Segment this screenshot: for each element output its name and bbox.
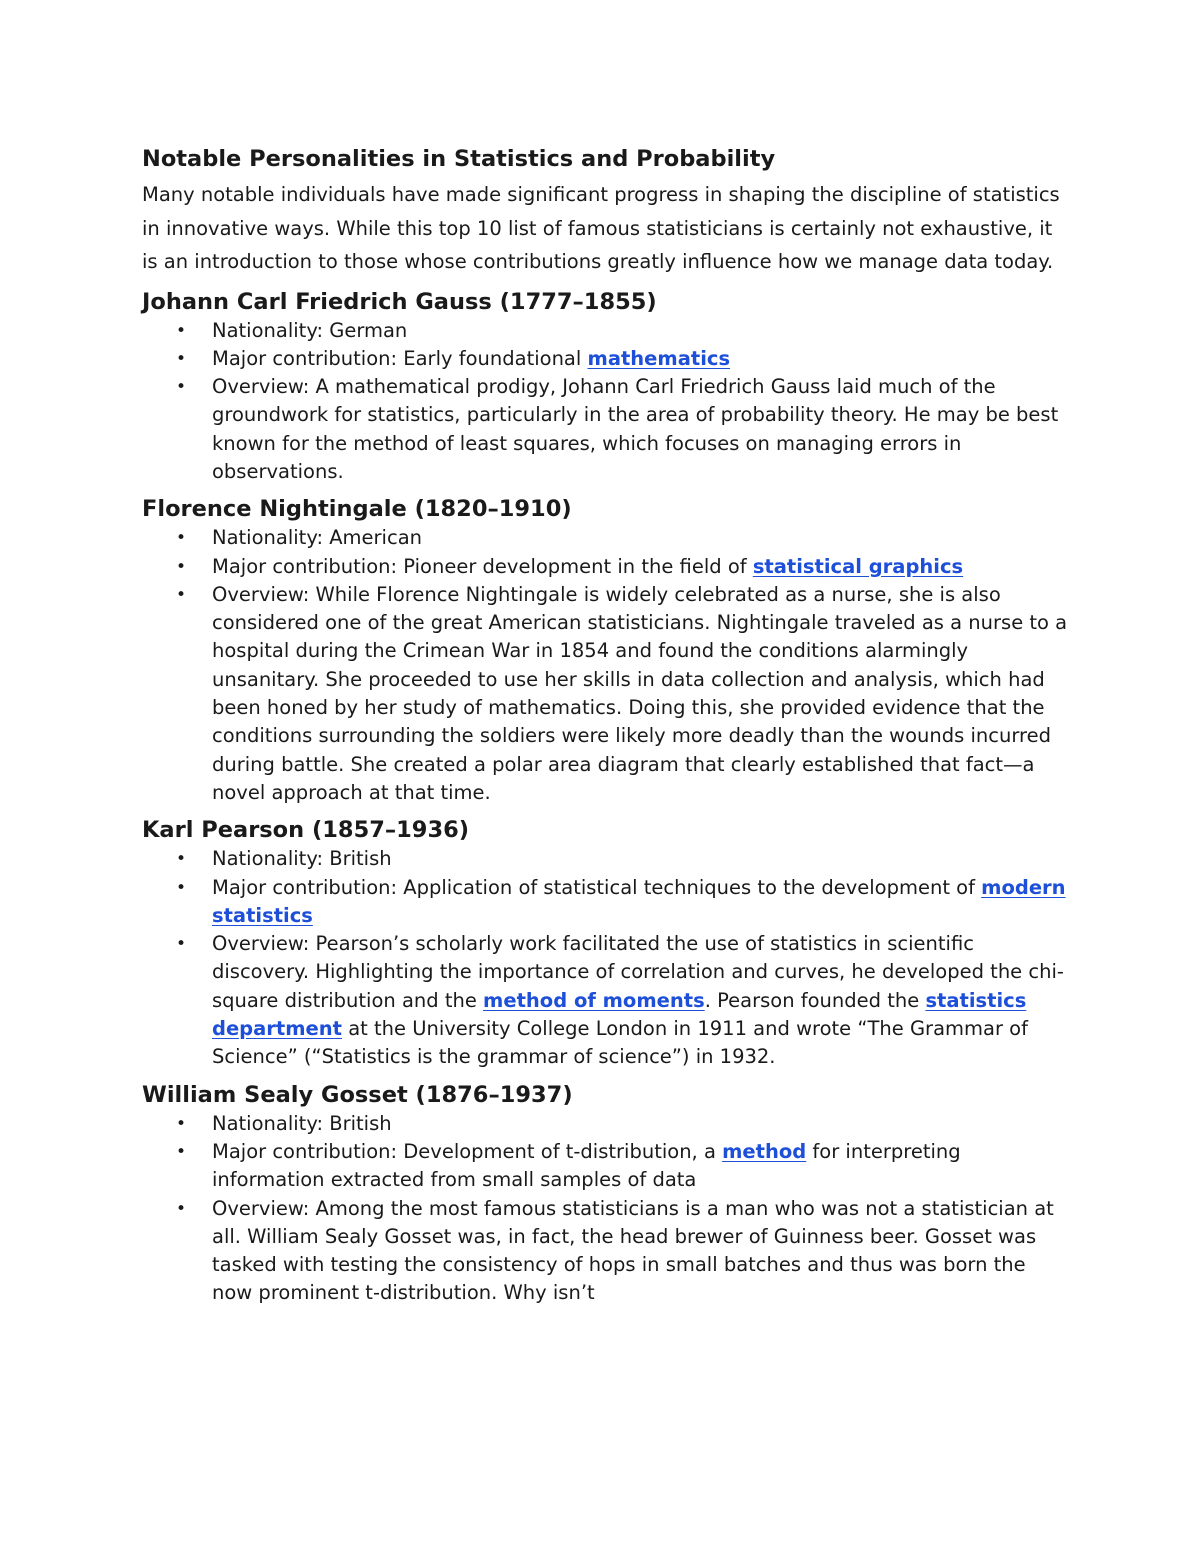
list-item	[176, 553, 1072, 581]
contribution-text: for interpreting information extracted from small samples of data	[212, 1139, 961, 1192]
list-item	[176, 845, 1072, 873]
section-heading-nightingale: Florence Nightingale (1820–1910)	[142, 496, 572, 523]
method-link[interactable]: method	[722, 1139, 807, 1163]
list-item	[176, 1138, 1072, 1195]
contribution-text: Major contribution: Early foundational	[212, 346, 588, 370]
overview-text: . Pearson founded the	[704, 988, 926, 1012]
bullet-icon: •	[176, 556, 187, 577]
overview-text: Overview: A mathematical prodigy, Johann Carl Friedrich Gauss laid much of the groundwork for statistics, particularly in the area of probability theory. He may be best known for the method of least squares, which focuses on managing errors in observations.	[212, 375, 1059, 483]
overview-text: Overview: Pearson’s scholarly work facilitated the use of statistics in scientific discovery. Highlighting the importance of correlation and curves, he developed the chi-square distribution and the	[212, 932, 1064, 1012]
nationality-text: Nationality: German	[212, 318, 408, 342]
nationality-text: Nationality: British	[212, 847, 392, 871]
gosset-facts-list	[142, 1110, 1072, 1308]
list-item	[176, 581, 1072, 807]
section-heading-gauss: Johann Carl Friedrich Gauss (1777–1855)	[142, 288, 657, 315]
bullet-icon: •	[176, 877, 187, 898]
pearson-facts-list	[142, 845, 1072, 1071]
contribution-text: Major contribution: Development of t-distribution, a	[212, 1139, 723, 1163]
contribution-text: Major contribution: Application of statistical techniques to the development of	[212, 875, 982, 899]
document-title: Notable Personalities in Statistics and Probability	[142, 146, 776, 172]
document-page	[142, 142, 1072, 1308]
mathematics-link[interactable]: mathematics	[587, 346, 731, 370]
contribution-text: Major contribution: Pioneer development in the field of	[212, 554, 753, 578]
statistical-graphics-link[interactable]: statistical graphics	[752, 554, 964, 578]
list-item	[176, 874, 1072, 931]
overview-text: at the University College London in 1911 and wrote “The Grammar of Science” (“Statistics is the grammar of science”) in 1932.	[212, 1017, 1028, 1069]
list-item	[176, 1195, 1072, 1308]
list-item	[176, 345, 1072, 373]
overview-text: Overview: While Florence Nightingale is widely celebrated as a nurse, she is also considered one of the great American statisticians. Nightingale traveled as a nurse to a hospital during the Crimean War in 1854 and found the conditions alarmingly unsanitary. She proceeded to use her skills in data collection and analysis, which had been honed by her study of mathematics. Doing this, she provided evidence that the conditions surrounding the soldiers were likely more deadly than the wounds incurred during battle. She created a polar area diagram that clearly established that fact—a novel approach at that time.	[212, 582, 1068, 804]
modern-statistics-link[interactable]: modern statistics	[212, 875, 1066, 927]
statistics-department-link[interactable]: statistics department	[212, 988, 1027, 1041]
list-item	[176, 524, 1072, 552]
list-item	[176, 317, 1072, 345]
list-item	[176, 930, 1072, 1071]
nationality-text: Nationality: British	[212, 1111, 392, 1135]
bullet-icon: •	[176, 1113, 187, 1134]
bullet-icon: •	[176, 320, 187, 341]
bullet-icon: •	[176, 1198, 187, 1219]
list-item	[176, 373, 1072, 486]
method-of-moments-link[interactable]: method of moments	[483, 988, 705, 1012]
overview-text: Overview: Among the most famous statisticians is a man who was not a statistician at all. William Sealy Gosset was, in fact, the head brewer of Guinness beer. Gosset was tasked with testing the consistency of hops in small batches and thus was born the now prominent t-distribution. Why isn’t	[212, 1196, 1054, 1305]
list-item	[176, 1110, 1072, 1138]
bullet-icon: •	[176, 528, 187, 549]
nationality-text: Nationality: American	[212, 526, 423, 550]
bullet-icon: •	[176, 377, 187, 398]
bullet-icon: •	[176, 849, 187, 870]
intro-paragraph: Many notable individuals have made significant progress in shaping the discipline of statistics in innovative ways. While this top 10 list of famous statisticians is certainly not exhaustive, it is an introduction to those whose contributions greatly influence how we manage data today.	[142, 183, 1060, 273]
section-heading-gosset: William Sealy Gosset (1876–1937)	[142, 1081, 573, 1108]
section-heading-pearson: Karl Pearson (1857–1936)	[142, 817, 470, 844]
bullet-icon: •	[176, 348, 187, 369]
bullet-icon: •	[176, 934, 187, 955]
bullet-icon: •	[176, 584, 187, 605]
gauss-facts-list	[142, 317, 1072, 487]
bullet-icon: •	[176, 1141, 187, 1162]
nightingale-facts-list	[142, 524, 1072, 807]
